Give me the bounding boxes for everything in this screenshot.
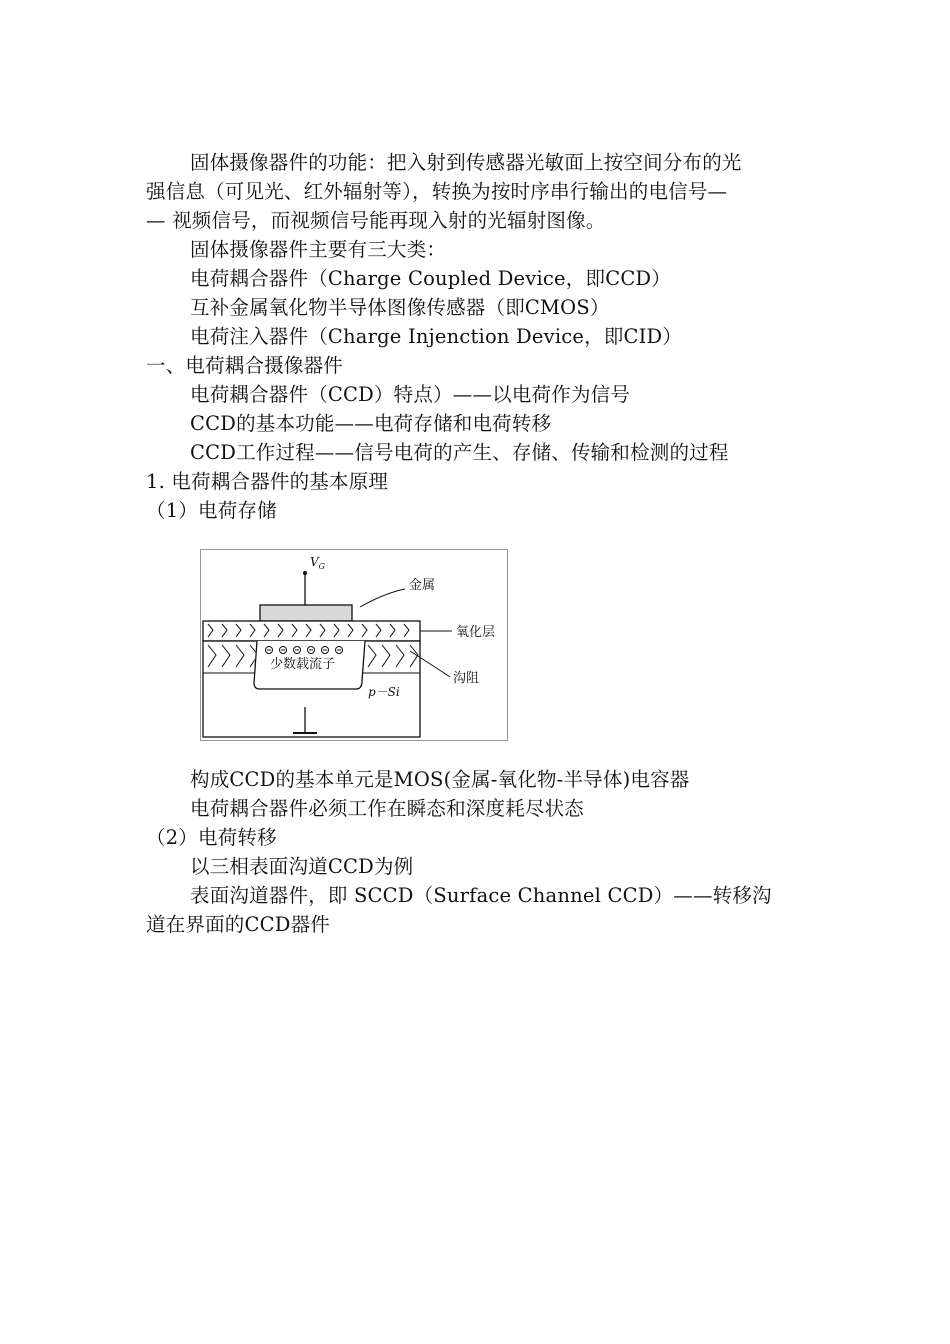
paragraph-depletion-state: 电荷耦合器件必须工作在瞬态和深度耗尽状态 bbox=[190, 797, 585, 820]
substrate-label: p－Si bbox=[368, 685, 400, 699]
paragraph-ccd-function: CCD的基本功能——电荷存储和电荷转移 bbox=[190, 412, 552, 435]
paragraph-sccd-line-2: 道在界面的CCD器件 bbox=[146, 913, 330, 936]
metal-label: 金属 bbox=[409, 578, 436, 593]
paragraph-function-line-1: 固体摄像器件的功能：把入射到传感器光敏面上按空间分布的光 bbox=[190, 151, 742, 174]
minority-carrier-label: 少数载流子 bbox=[270, 657, 336, 672]
paragraph-function-line-3: — 视频信号，而视频信号能再现入射的光辐射图像。 bbox=[146, 209, 606, 232]
section-heading-ccd: 一、电荷耦合摄像器件 bbox=[146, 354, 344, 377]
oxide-layer bbox=[203, 621, 420, 641]
list-item-cid: 电荷注入器件（Charge Injenction Device，即CID） bbox=[190, 325, 683, 348]
subsection-heading-storage: （1）电荷存储 bbox=[146, 499, 277, 522]
paragraph-ccd-process: CCD工作过程——信号电荷的产生、存储、传输和检测的过程 bbox=[190, 441, 729, 464]
channel-stop-label: 沟阻 bbox=[453, 671, 480, 686]
paragraph-sccd-line-1: 表面沟道器件，即 SCCD（Surface Channel CCD）——转移沟 bbox=[190, 884, 772, 907]
paragraph-three-phase: 以三相表面沟道CCD为例 bbox=[190, 855, 414, 878]
paragraph-mos-unit: 构成CCD的基本单元是MOS(金属-氧化物-半导体)电容器 bbox=[190, 768, 690, 791]
list-item-cmos: 互补金属氧化物半导体图像传感器（即CMOS） bbox=[190, 296, 610, 319]
subsection-heading-transfer: （2）电荷转移 bbox=[146, 826, 277, 849]
gate-voltage-label: $V_G$ bbox=[310, 555, 326, 571]
subsection-heading-principle: 1. 电荷耦合器件的基本原理 bbox=[146, 470, 389, 493]
paragraph-three-types: 固体摄像器件主要有三大类： bbox=[190, 238, 447, 261]
mos-capacitor-figure bbox=[200, 549, 508, 741]
oxide-label: 氧化层 bbox=[456, 625, 496, 640]
metal-gate bbox=[260, 605, 352, 621]
paragraph-ccd-feature: 电荷耦合器件（CCD）特点）——以电荷作为信号 bbox=[190, 383, 631, 406]
mos-capacitor-diagram bbox=[200, 549, 508, 741]
list-item-ccd: 电荷耦合器件（Charge Coupled Device，即CCD） bbox=[190, 267, 671, 290]
paragraph-function-line-2: 强信息（可见光、红外辐射等），转换为按时序串行输出的电信号— bbox=[146, 180, 728, 203]
